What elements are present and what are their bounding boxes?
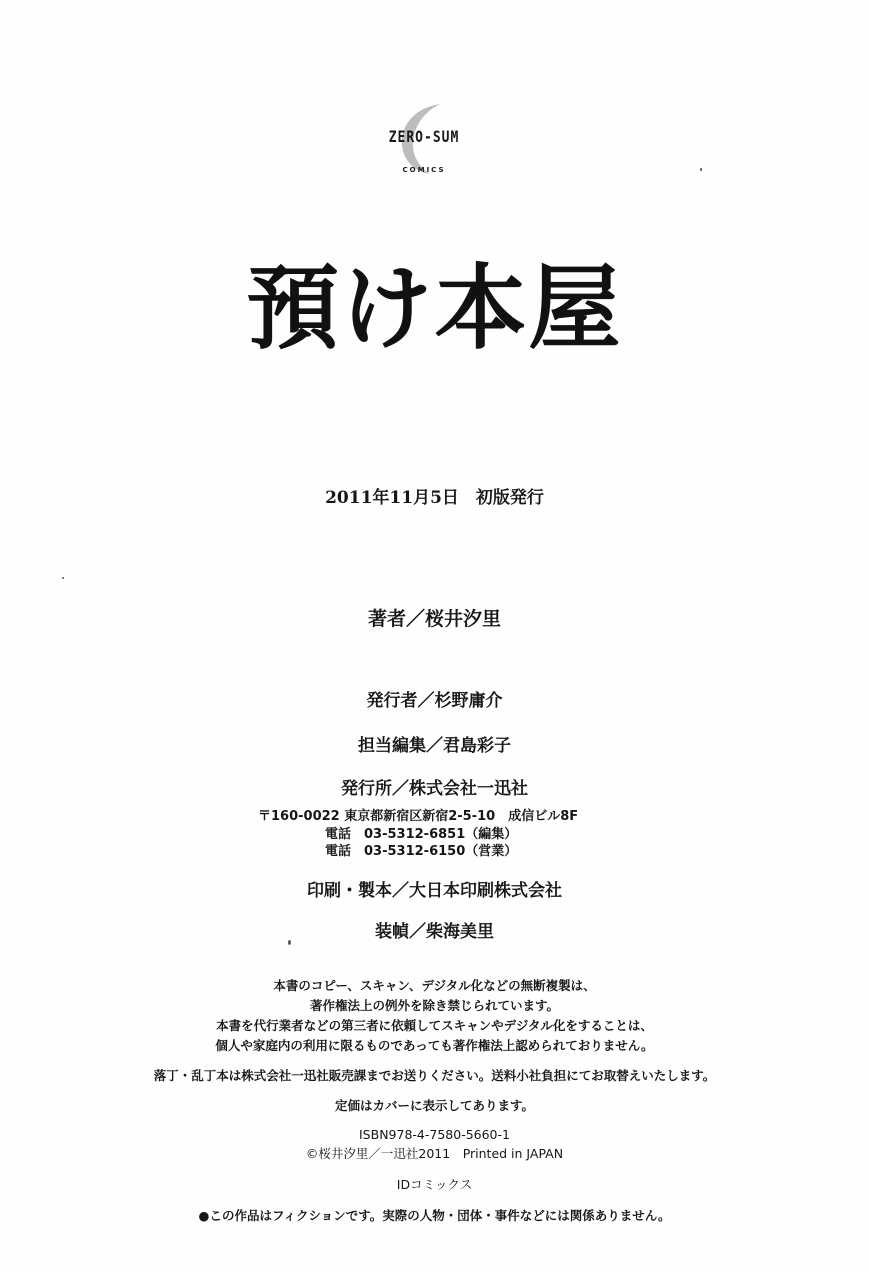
zero-sum-comics-logo: [378, 100, 470, 180]
copyright-notice-line: 著作権法上の例外を除き禁じられています。: [309, 998, 559, 1013]
printer-credit: 印刷・製本／大日本印刷株式会社: [307, 881, 562, 901]
phone-editorial: 電話 03-5312-6851（編集）: [325, 827, 518, 842]
scan-speck: [62, 577, 64, 579]
publisher-person-credit: 発行者／杉野庸介: [366, 691, 503, 711]
phone-sales: 電話 03-5312-6150（営業）: [325, 844, 518, 859]
copyright-notice-line: 個人や家庭内の利用に限るものであっても著作権法上認められておりません。: [215, 1038, 654, 1053]
scan-speck: [700, 168, 702, 171]
postal-address: 〒160-0022 東京都新宿区新宿2-5-10 成信ビル8F: [258, 809, 579, 824]
isbn: ISBN978-4-7580-5660-1: [359, 1127, 510, 1142]
price-notice: 定価はカバーに表示してあります。: [334, 1098, 534, 1113]
logo-subtitle: COMICS: [402, 166, 446, 174]
copyright-notice-line: 本書のコピー、スキャン、デジタル化などの無断複製は、: [273, 978, 596, 993]
design-credit: 装幀／柴海美里: [375, 922, 494, 942]
book-title: 預け本屋: [246, 254, 623, 362]
fiction-notice: ●この作品はフィクションです。実際の人物・団体・事件などには関係ありません。: [198, 1208, 671, 1223]
defect-notice: 落丁・乱丁本は株式会社一迅社販売課までお送りください。送料小社負担にてお取替えいたします。: [153, 1068, 716, 1083]
copyright-line: ©桜井汐里／一迅社2011 Printed in JAPAN: [305, 1146, 564, 1161]
editor-credit: 担当編集／君島彩子: [358, 736, 511, 756]
copyright-notice-line: 本書を代行業者などの第三者に依頼してスキャンやデジタル化をすることは、: [216, 1018, 653, 1033]
scan-speck: [288, 940, 291, 945]
author-credit: 著者／桜井汐里: [367, 608, 501, 630]
logo-wordmark: ZERO-SUM: [388, 128, 460, 147]
publisher-company-credit: 発行所／株式会社一迅社: [341, 779, 528, 799]
publication-date: 2011年11月5日 初版発行: [325, 488, 544, 508]
imprint-label: IDコミックス: [396, 1177, 473, 1192]
